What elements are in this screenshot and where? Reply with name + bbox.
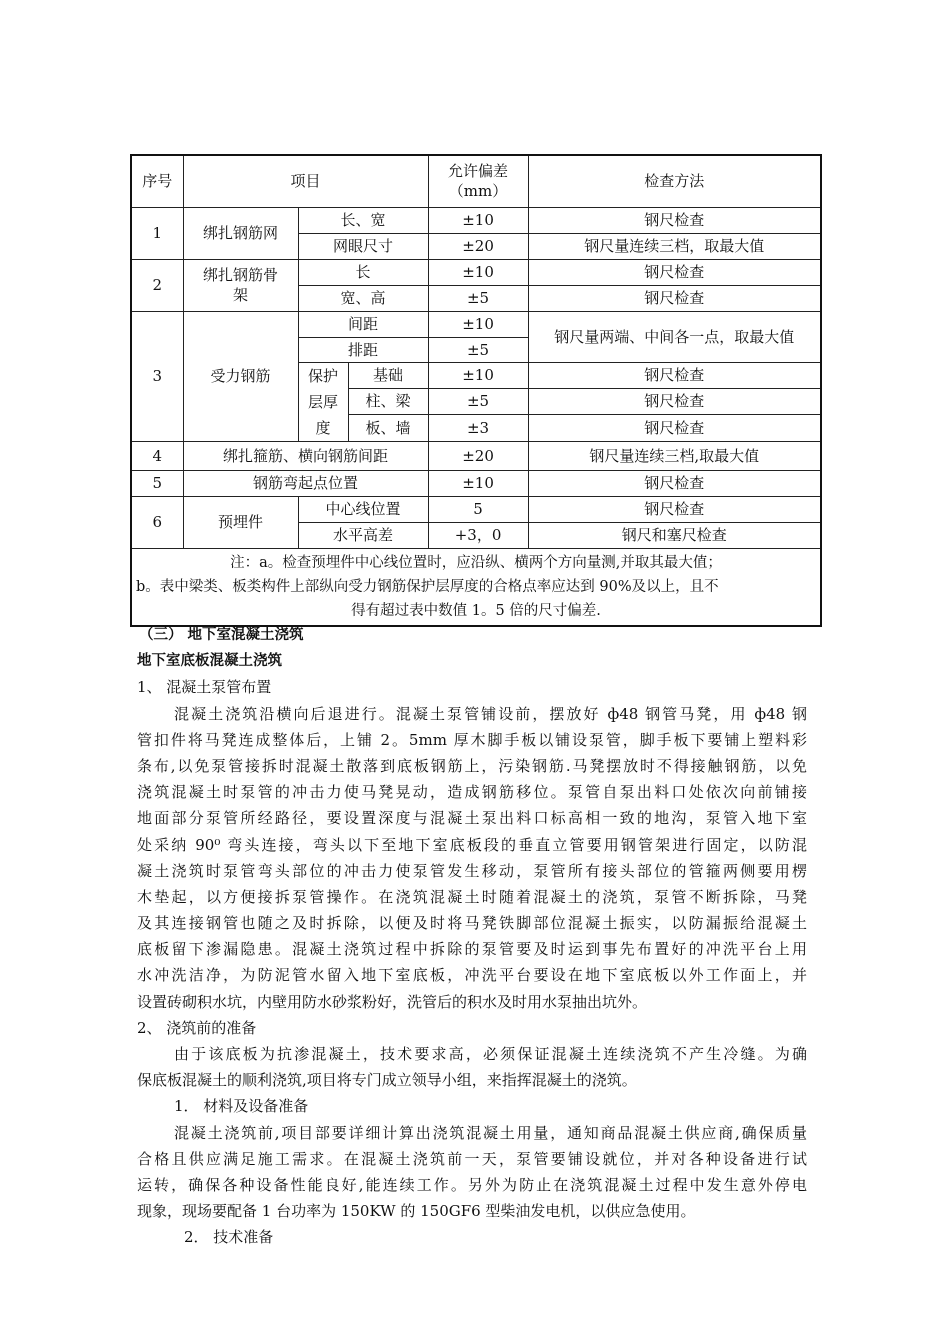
table-row: 2 绑扎钢筋骨 架 长 ±10 钢尺检查	[131, 259, 821, 285]
header-no: 序号	[131, 155, 183, 207]
table-note: 注：a。检查预埋件中心线位置时，应沿纵、横两个方向量测,并取其最大值； b。表中梁类、板类构件上部纵向受力钢筋保护层厚度的合格点率应达到 90%及以上，且不 得有超过表中数值 1。5 倍的尺寸偏差.	[131, 548, 821, 626]
table-row: 排距 ±5	[131, 337, 821, 362]
table-row: 5 钢筋弯起点位置 ±10 钢尺检查	[131, 470, 821, 496]
table-row: 1 绑扎钢筋网 长、宽 ±10 钢尺检查	[131, 207, 821, 233]
table-row: 6 预埋件 中心线位置 5 钢尺检查	[131, 496, 821, 522]
item-heading: 2． 技术准备	[184, 1228, 274, 1247]
table-row: 宽、高 ±5 钢尺检查	[131, 285, 821, 311]
item-heading: 2、 浇筑前的准备	[137, 1018, 257, 1037]
tolerance-table	[130, 154, 822, 627]
header-item: 项目	[183, 155, 428, 207]
header-method: 检查方法	[528, 155, 821, 207]
header-tolerance: 允许偏差 （mm）	[428, 155, 528, 207]
table-row: 柱、梁 ±5 钢尺检查	[131, 389, 821, 415]
paragraph: 由于该底板为抗渗混凝土，技术要求高，必须保证混凝土连续浇筑不产生冷缝。为确 保底板混凝土的顺利浇筑,项目将专门成立领导小组，来指挥混凝土的浇筑。	[137, 1045, 807, 1090]
subsection-heading: 地下室底板混凝土浇筑	[137, 653, 282, 670]
paragraph: 混凝土浇筑沿横向后退进行。混凝土泵管铺设前，摆放好 ф48 钢管马凳，用 ф48 钢 管扣件将马凳连成整体后，上铺 2。5mm 厚木脚手板以铺设泵管，脚手板下要铺上塑料彩 条布,以免泵管接拆时混凝土散落到底板钢筋上，污染钢筋.马凳摆放时不得接触钢筋，以免 浇筑混凝土时泵管的冲击力使马凳晃动，造成钢筋移位。泵管自泵出料口处依次向前铺接 地面部分泵管所经路径，要设置深度与混凝土泵出料口标高相一致的地沟，泵管入地下室 处采纳 90⁰ 弯头连接，弯头以下至地下室底板段的垂直立管要用钢管架进行固定，以防混 凝土浇筑时泵管弯头部位的冲击力使泵管发生移动，泵管所有接头部位的管箍两侧要用楞 木垫起，以方便接拆泵管操作。在浇筑混凝土时随着混凝土的浇筑，泵管不断拆除，马凳 及其连接钢管也随之及时拆除，以便及时将马凳铁脚部位混凝土振实，以防漏振给混凝土 底板留下渗漏隐患。混凝土浇筑过程中拆除的泵管要及时运到事先布置好的冲洗平台上用 水冲洗洁净，为防泥管水留入地下室底板，冲洗平台要设在地下室底板以外工作面上，并 设置砖砌积水坑，内壁用防水砂浆粉好，洗管后的积水及时用水泵抽出坑外。	[137, 704, 807, 1011]
table-row: 3 受力钢筋 间距 ±10 钢尺量两端、中间各一点，取最大值	[131, 311, 821, 337]
table-row: 板、墙 ±3 钢尺检查	[131, 414, 821, 441]
paragraph: 混凝土浇筑前,项目部要详细计算出浇筑混凝土用量，通知商品混凝土供应商,确保质量 合格且供应满足施工需求。在混凝土浇筑前一天，泵管要铺设就位，并对各种设备进行试 运转，确保各种设备性能良好,能连续工作。另外为防止在浇筑混凝土过程中发生意外停电 现象，现场要配备 1 台功率为 150KW 的 150GF6 型柴油发电机，以供应急使用。	[137, 1123, 807, 1221]
body-text	[137, 622, 807, 1251]
table-row: 保护 层厚 度 基础 ±10 钢尺检查	[131, 362, 821, 389]
item-heading: 1． 材料及设备准备	[174, 1097, 309, 1116]
table-row: 4 绑扎箍筋、横向钢筋间距 ±20 钢尺量连续三档,取最大值	[131, 441, 821, 470]
table-note-row	[131, 548, 821, 626]
table-header-row	[131, 155, 821, 207]
table-row: 网眼尺寸 ±20 钢尺量连续三档，取最大值	[131, 233, 821, 259]
item-heading: 1、 混凝土泵管布置	[137, 678, 272, 697]
section-heading: （三） 地下室混凝土浇筑	[139, 627, 304, 643]
table-row: 水平高差 +3，0 钢尺和塞尺检查	[131, 522, 821, 548]
